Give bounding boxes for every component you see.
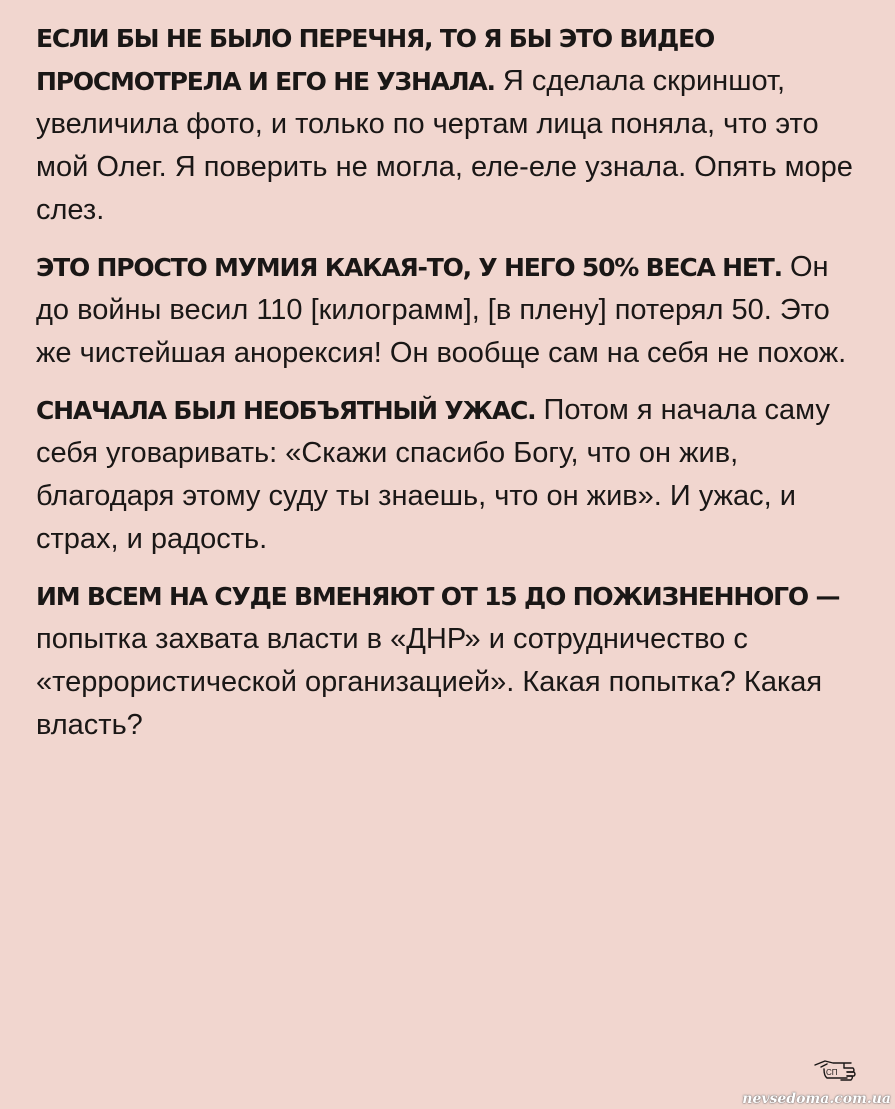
paragraph-1 xyxy=(36,17,866,232)
paragraph-3-lead: СНАЧАЛА БЫЛ НЕОБЪЯТНЫЙ УЖАС. xyxy=(36,396,536,425)
paragraph-1-lead: ЕСЛИ БЫ НЕ БЫЛО ПЕРЕЧНЯ, ТО Я БЫ ЭТО ВИДЕО ПРОСМОТРЕЛА И ЕГО НЕ УЗНАЛА. xyxy=(36,24,714,96)
watermark: nevsedoma.com.ua xyxy=(742,1091,891,1107)
hand-logo-icon xyxy=(811,1056,859,1086)
paragraph-2-lead: ЭТО ПРОСТО МУМИЯ КАКАЯ-ТО, У НЕГО 50% ВЕСА НЕТ. xyxy=(36,253,782,282)
paragraph-2-text: Он до войны весил 110 [килограмм], [в плену] потерял 50. Это же чистейшая анорексия! Он вообще сам на себя не похож. xyxy=(36,251,847,369)
paragraph-4-lead: ИМ ВСЕМ НА СУДЕ ВМЕНЯЮТ ОТ 15 ДО ПОЖИЗНЕННОГО — xyxy=(36,582,840,611)
paragraph-1-text: Я сделала скриншот, увеличила фото, и только по чертам лица поняла, что это мой Олег. Я поверить не могла, еле-еле узнала. Опять море слез. xyxy=(36,65,853,226)
paragraph-2 xyxy=(36,246,866,375)
paragraph-3-text: Потом я начала саму себя уговаривать: «Скажи спасибо Богу, что он жив, благодаря этому суду ты знаешь, что он жив». И ужас, и страх, и радость. xyxy=(36,394,830,555)
paragraph-3 xyxy=(36,389,866,561)
paragraph-4 xyxy=(36,575,866,747)
paragraph-4-text: попытка захвата власти в «ДНР» и сотрудничество с «террористической организацией». Какая попытка? Какая власть? xyxy=(36,623,823,741)
logo-text: СП xyxy=(826,1068,838,1077)
article-body xyxy=(36,17,866,761)
